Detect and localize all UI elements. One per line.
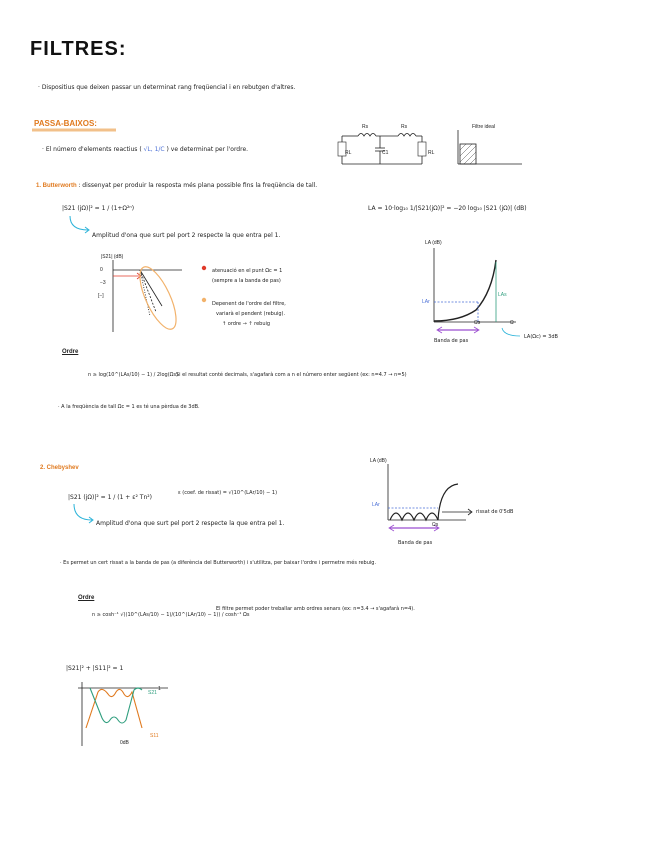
butterworth-cutoff-note: · A la freqüència de tall Ωc = 1 es té una pèrdua de 3dB.: [58, 404, 200, 410]
butterworth-description: : dissenyat per produir la resposta més plana possible fins la freqüència de tall.: [78, 182, 318, 189]
butterworth-amplitude-note: Amplitud d'ona que surt pel port 2 respecte la que entra pel 1.: [92, 232, 281, 239]
bullet-depends: Depenent de l'ordre del filtre,: [212, 301, 286, 307]
cheb-omega-label: Ωs: [432, 522, 439, 528]
orange-bullet-icon: [200, 296, 208, 304]
chebyshev-ordre-heading: Ordre: [78, 595, 95, 601]
chebyshev-ordre-note: El filtre permet poder treballar amb ordres senars (ex: n=3.4 → s'agafarà n=4).: [216, 606, 415, 612]
sum-formula: |S21|² + |S11|² = 1: [66, 665, 124, 672]
intro-text: · Dispositius que deixen passar un determinat rang freqüencial i en rebutgen d'altres.: [38, 84, 296, 91]
circuit-label-l2: Rs: [401, 124, 408, 130]
bullet-attenuated-2: (sempre a la banda de pas): [212, 278, 281, 284]
cheb-passband-label: Banda de pas: [398, 540, 433, 546]
chebyshev-amplitude-note: Amplitud d'ona que surt pel port 2 respecte la que entra pel 1.: [96, 520, 285, 527]
bullet-depends-3: ↑ ordre → ↑ rebuig: [222, 321, 271, 327]
butterworth-heading: 1. Butterworth: [36, 183, 77, 189]
cheb-la-plot-ylabel: LA (dB): [370, 458, 387, 464]
chebyshev-permits-note: · Es permet un cert rissat a la banda de pas (a diferència del Butterworth) i s'utilitza, per baixar l'ordre i permetre més rebuig.: [60, 560, 377, 566]
circuit-label-rl: RL: [428, 150, 435, 156]
ladder-circuit-diagram: [338, 124, 438, 170]
s11-bottom-value: 0dB: [120, 740, 129, 746]
butterworth-formula-left: |S21 (jΩ)|² = 1 / (1+Ω²ⁿ): [62, 205, 135, 212]
cheb-lar-label: LAr: [372, 502, 380, 508]
butterworth-ordre-formula: n ≥ log(10^(LAs/10) − 1) / 2log(Ωs): [88, 372, 179, 378]
circuit-label-l1: Rs: [362, 124, 369, 130]
la-las-label: LAs: [498, 292, 507, 298]
la-ac-note: LA(Ωc) = 3dB: [524, 334, 558, 340]
la-plot-ylabel: LA (dB): [425, 240, 442, 246]
bullet-depends-2: variarà el pendent (rebuig).: [216, 311, 286, 317]
s21-top-value: 1: [158, 686, 161, 692]
cheb-rissat-label: rissat de 0'5dB: [476, 509, 514, 515]
ideal-filter-plot: [456, 128, 526, 168]
la-passband-label: Banda de pas: [434, 338, 469, 344]
reactive-text-start: · El número d'elements reactius (: [42, 146, 142, 153]
la-x-label: Ω: [510, 320, 514, 326]
chebyshev-formula: |S21 (jΩ)|² = 1 / (1 + ε² Tn²): [68, 494, 152, 501]
s11-curve-label: S11: [150, 733, 159, 739]
la-lar-label: LAr: [422, 299, 430, 305]
heading-underline: [30, 128, 120, 132]
circuit-label-c1: C1: [382, 150, 389, 156]
s21-plot-ylabel: |S21| (dB): [101, 254, 124, 260]
bullet-attenuated: atenuació en el punt Ωc = 1: [212, 268, 283, 274]
chebyshev-heading: 2. Chebyshev: [40, 465, 79, 471]
la-omega-s-label: Ωs: [474, 320, 481, 326]
chebyshev-ordre-formula: n ≥ cosh⁻¹ √((10^(LAs/10) − 1)/(10^(LAr/10) − 1)) / cosh⁻¹ Ωs: [92, 612, 250, 618]
s21-curve-label: S21: [148, 690, 157, 696]
page-title: FILTRES:: [30, 38, 127, 60]
s21-tick-n: [−]: [98, 293, 104, 299]
red-bullet-icon: [200, 264, 208, 272]
reactive-text-end: ) ve determinat per l'ordre.: [166, 146, 249, 153]
section-passa-baixos: PASSA-BAIXOS:: [34, 119, 97, 128]
cheb-la-response-plot: [380, 462, 500, 532]
ideal-filter-label: Filtre ideal: [472, 124, 496, 130]
butterworth-ordre-note: Si el resultat conté decimals, s'agafarà com a n el número enter següent (ex: n=4.7 → n=5): [176, 372, 407, 378]
chebyshev-epsilon: ε (coef. de rissat) = √(10^(LAr/10) − 1): [178, 490, 278, 496]
reactive-elements-text: [42, 146, 248, 153]
reactive-symbols: √L, 1/C: [143, 146, 165, 153]
butterworth-header: [36, 182, 317, 190]
curved-arrow-icon-2: [500, 326, 524, 338]
s21-tick-0: 0: [100, 267, 103, 273]
circuit-label-rs: RL: [345, 150, 352, 156]
s21-tick-3: −3: [100, 280, 106, 286]
butterworth-ordre-heading: Ordre: [62, 349, 79, 355]
butterworth-formula-right: LA = 10·log₁₀ 1/|S21(jΩ)|² = −20 log₁₀ |S21 (jΩ)| (dB): [368, 205, 527, 212]
s21-response-plot: [110, 258, 190, 338]
